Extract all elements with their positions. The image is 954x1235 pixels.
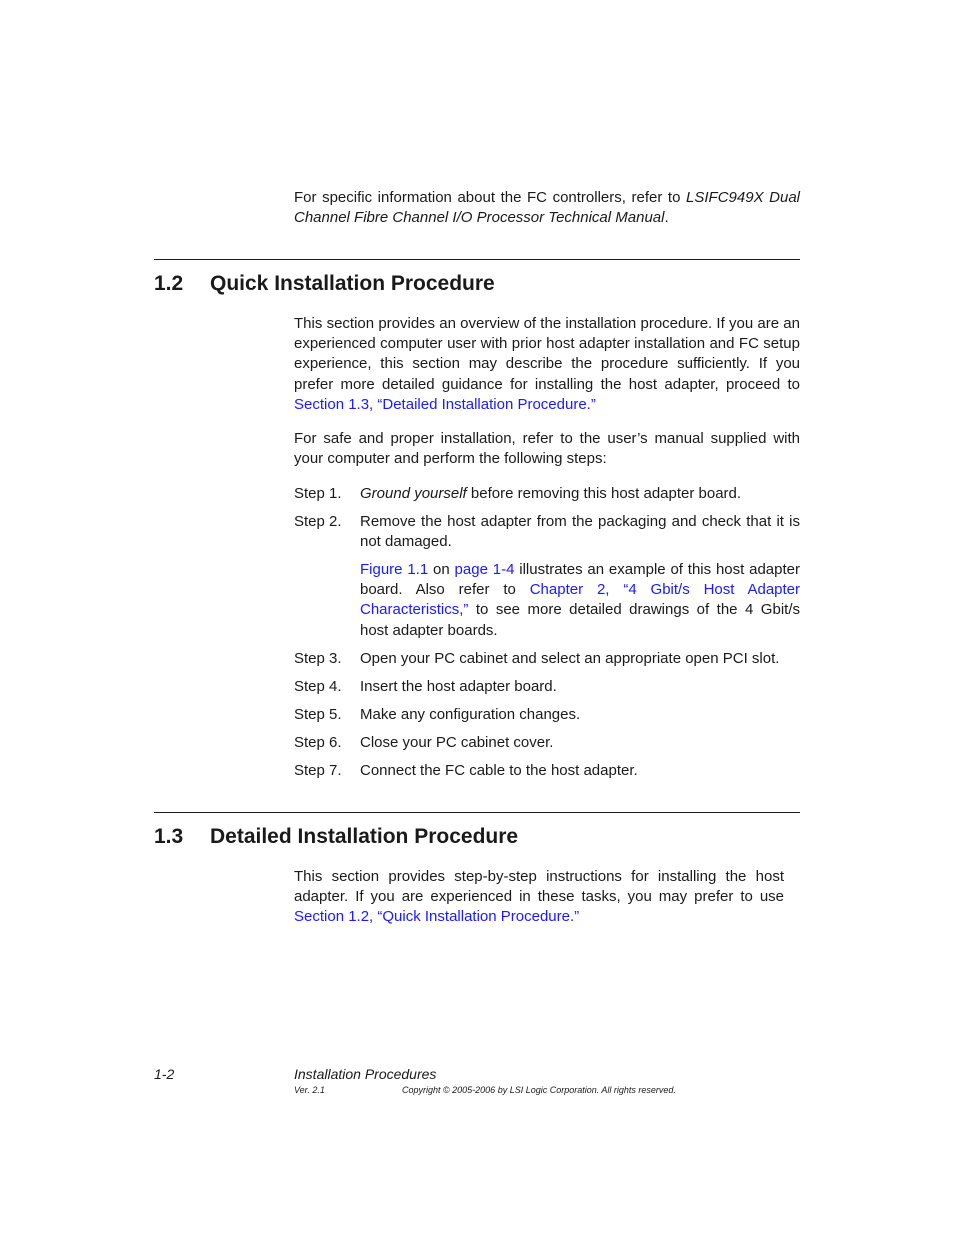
intro-text: For specific information about the FC controllers, refer to <box>294 189 687 206</box>
paragraph-text: This section provides step-by-step instructions for installing the host adapter. If you are experienced in these tasks, you may prefer to use <box>294 868 784 906</box>
section-divider <box>154 812 800 813</box>
link-page-1-4[interactable]: page 1-4 <box>454 561 515 578</box>
note-text: to see more detailed drawings of the 4 Gbit/s host adapter boards. <box>360 601 800 639</box>
paragraph-text: This section provides an overview of the installation procedure. If you are an experienced computer user with prior host adapter installation and FC setup experience, this section may describe the procedure sufficiently. If you prefer more detailed guidance for installing the host adapter, proceed to <box>294 315 800 393</box>
step-text <box>360 484 800 504</box>
step-label: Step 3. <box>294 650 342 667</box>
step-text: Close your PC cabinet cover. <box>360 734 554 751</box>
step-text: Insert the host adapter board. <box>360 678 557 695</box>
copyright: Copyright © 2005-2006 by LSI Logic Corporation. All rights reserved. <box>402 1085 676 1095</box>
section-heading-1-2 <box>154 271 800 297</box>
step-label: Step 2. <box>294 513 342 530</box>
step-body: before removing this host adapter board. <box>466 485 742 502</box>
section-1-3-paragraph <box>294 867 784 928</box>
link-section-1-2[interactable]: Section 1.2, “Quick Installation Procedure.” <box>294 908 580 926</box>
link-chapter-2[interactable]: Chapter 2, “4 Gbit/s Host Adapter Characteristics,” <box>360 581 801 619</box>
note-text: illustrates an example of this host adapter board. Also refer to <box>360 561 800 599</box>
step-label: Step 6. <box>294 734 342 751</box>
link-section-1-3[interactable]: Section 1.3, “Detailed Installation Procedure.” <box>294 395 596 413</box>
note-text: on <box>428 561 455 578</box>
section-number: 1.3 <box>154 825 184 848</box>
section-title: Quick Installation Procedure <box>210 272 495 295</box>
version: Ver. 2.1 <box>294 1085 325 1095</box>
step-emphasis: Ground yourself <box>360 485 467 502</box>
step-2-note <box>360 560 800 641</box>
link-figure-1-1[interactable]: Figure 1.1 <box>360 561 429 578</box>
manual-reference: LSIFC949X Dual Channel Fibre Channel I/O Processor Technical Manual <box>294 189 801 227</box>
section-1-2-paragraph-1 <box>294 314 800 415</box>
step-label: Step 4. <box>294 678 342 695</box>
step-label: Step 1. <box>294 485 342 502</box>
intro-paragraph <box>294 188 800 228</box>
section-title: Detailed Installation Procedure <box>210 825 519 848</box>
section-1-2-paragraph-2: For safe and proper installation, refer to the user’s manual supplied with your computer and perform the following steps: <box>294 430 800 468</box>
page-number: 1-2 <box>154 1066 175 1082</box>
step-text: Connect the FC cable to the host adapter. <box>360 762 638 779</box>
intro-suffix: . <box>664 209 669 227</box>
section-heading-1-3 <box>154 824 800 850</box>
step-text: Remove the host adapter from the packaging and check that it is not damaged. <box>360 513 800 551</box>
section-number: 1.2 <box>154 272 184 295</box>
section-divider <box>154 259 800 260</box>
step-label: Step 7. <box>294 762 342 779</box>
step-text: Open your PC cabinet and select an appropriate open PCI slot. <box>360 650 780 667</box>
chapter-title: Installation Procedures <box>294 1066 437 1082</box>
step-label: Step 5. <box>294 706 342 723</box>
step-text: Make any configuration changes. <box>360 706 581 723</box>
